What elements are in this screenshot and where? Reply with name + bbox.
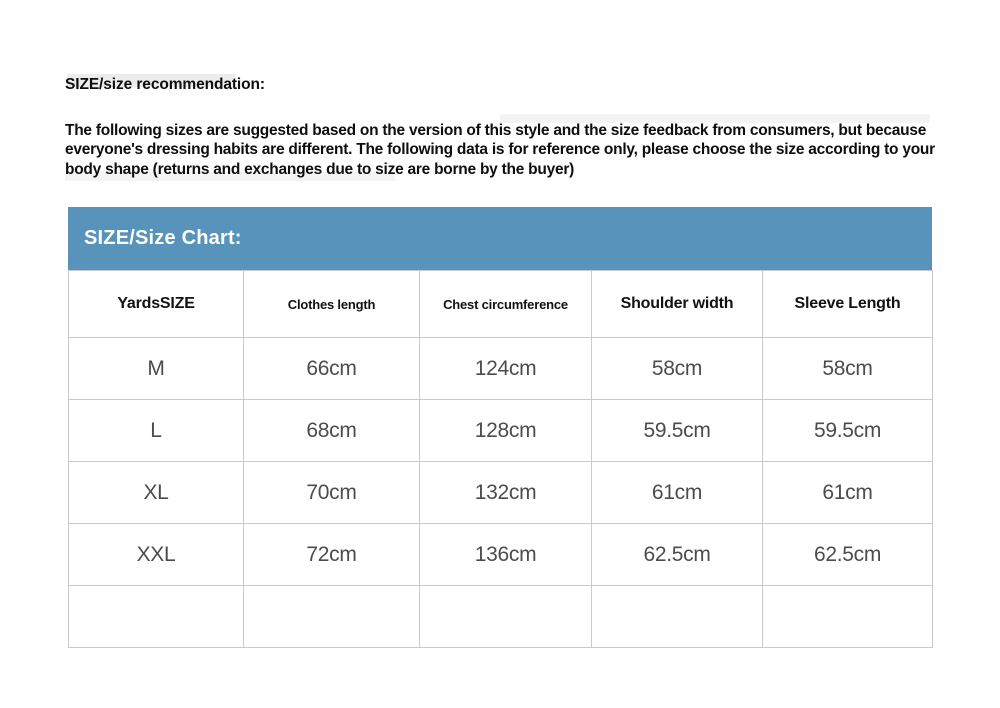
shoulder-cell: 58cm <box>592 338 763 400</box>
chest-cell <box>420 586 592 648</box>
size-cell: XL <box>69 462 244 524</box>
shoulder-cell: 62.5cm <box>592 524 763 586</box>
table-row-xl <box>69 462 933 524</box>
size-cell: M <box>69 338 244 400</box>
table-row-empty <box>69 586 933 648</box>
shoulder-cell <box>592 586 763 648</box>
size-chart-title: SIZE/Size Chart: <box>84 227 242 249</box>
clothes-length-cell: 70cm <box>244 462 420 524</box>
clothes-length-cell: 72cm <box>244 524 420 586</box>
column-header-chest-circumference: Chest circumference <box>420 271 592 338</box>
chest-cell: 128cm <box>420 400 592 462</box>
table-row-l <box>69 400 933 462</box>
size-recommendation-paragraph: The following sizes are suggested based on the version of this style and the size feedback from consumers, but because everyone's dressing habits are different. The following data is for reference only, please choose the size according to your body shape (returns and exchanges due to size are borne by the buyer) <box>65 122 935 178</box>
sleeve-cell: 59.5cm <box>763 400 933 462</box>
chest-cell: 124cm <box>420 338 592 400</box>
sleeve-cell: 62.5cm <box>763 524 933 586</box>
table-row-xxl <box>69 524 933 586</box>
column-header-shoulder-width: Shoulder width <box>592 271 763 338</box>
size-table <box>68 270 933 648</box>
size-table-header-row <box>69 271 933 338</box>
sleeve-cell: 58cm <box>763 338 933 400</box>
column-header-sleeve-length: Sleeve Length <box>763 271 933 338</box>
table-row-m <box>69 338 933 400</box>
size-cell: L <box>69 400 244 462</box>
size-cell: XXL <box>69 524 244 586</box>
chest-cell: 136cm <box>420 524 592 586</box>
size-cell <box>69 586 244 648</box>
clothes-length-cell: 66cm <box>244 338 420 400</box>
shoulder-cell: 61cm <box>592 462 763 524</box>
column-header-size: YardsSIZE <box>69 271 244 338</box>
size-chart-banner <box>68 207 932 270</box>
sleeve-cell <box>763 586 933 648</box>
column-header-clothes-length: Clothes length <box>244 271 420 338</box>
chest-cell: 132cm <box>420 462 592 524</box>
clothes-length-cell: 68cm <box>244 400 420 462</box>
size-recommendation-heading: SIZE/size recommendation: <box>65 76 265 93</box>
sleeve-cell: 61cm <box>763 462 933 524</box>
clothes-length-cell <box>244 586 420 648</box>
shoulder-cell: 59.5cm <box>592 400 763 462</box>
